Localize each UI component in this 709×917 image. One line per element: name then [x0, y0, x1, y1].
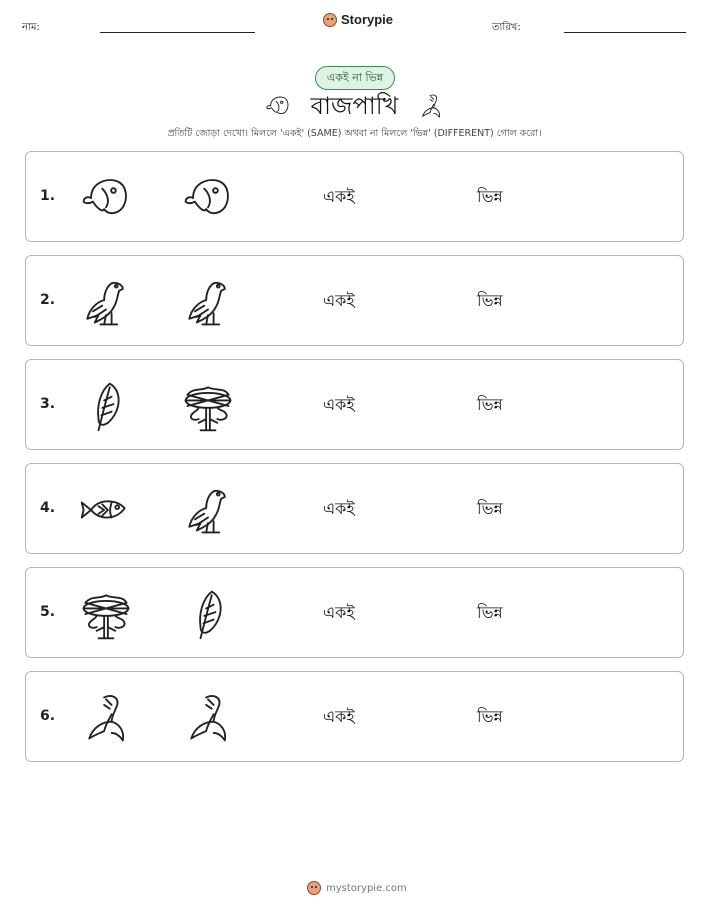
feather-icon	[180, 586, 236, 642]
nest-icon	[180, 378, 236, 434]
option-different[interactable]: ভিন্ন	[477, 499, 503, 518]
question-number: 4.	[40, 500, 56, 516]
hawk-head-icon	[180, 170, 236, 226]
hawk-head-icon	[78, 170, 134, 226]
option-same[interactable]: একই	[323, 291, 355, 310]
question-number: 5.	[40, 604, 56, 620]
instructions: প্রতিটি জোড়া দেখো। মিললে 'একই' (SAME) অথবা না মিললে 'ভিন্ন' (DIFFERENT) গোল করো।	[167, 128, 542, 139]
option-same[interactable]: একই	[323, 707, 355, 726]
fish-icon	[78, 482, 134, 538]
brand-logo	[323, 12, 393, 27]
question-row	[25, 151, 684, 242]
hawk-icon	[180, 482, 236, 538]
talon-icon	[417, 92, 445, 120]
name-line[interactable]	[100, 32, 255, 33]
question-number: 2.	[40, 292, 56, 308]
name-label: নাম:	[22, 22, 40, 33]
mascot-icon	[323, 13, 337, 27]
date-label: তারিখ:	[492, 22, 521, 33]
date-line[interactable]	[564, 32, 686, 33]
mascot-icon	[307, 881, 321, 895]
question-row	[25, 359, 684, 450]
talon-icon	[78, 690, 134, 746]
option-different[interactable]: ভিন্ন	[477, 707, 503, 726]
option-same[interactable]: একই	[323, 395, 355, 414]
question-row	[25, 671, 684, 762]
worksheet-type-badge: একই না ভিন্ন	[315, 66, 395, 90]
feather-icon	[78, 378, 134, 434]
option-different[interactable]: ভিন্ন	[477, 187, 503, 206]
footer-url: mystorypie.com	[326, 882, 407, 894]
option-same[interactable]: একই	[323, 603, 355, 622]
question-number: 3.	[40, 396, 56, 412]
question-row	[25, 567, 684, 658]
hawk-icon	[78, 274, 134, 330]
option-different[interactable]: ভিন্ন	[477, 603, 503, 622]
talon-icon	[180, 690, 236, 746]
nest-icon	[78, 586, 134, 642]
option-different[interactable]: ভিন্ন	[477, 395, 503, 414]
question-row	[25, 255, 684, 346]
question-number: 1.	[40, 188, 56, 204]
option-different[interactable]: ভিন্ন	[477, 291, 503, 310]
option-same[interactable]: একই	[323, 187, 355, 206]
page-title: বাজপাখি	[310, 92, 399, 120]
question-row	[25, 463, 684, 554]
brand-name: Storypie	[341, 12, 394, 27]
footer	[307, 881, 407, 895]
hawk-icon	[180, 274, 236, 330]
question-number: 6.	[40, 708, 56, 724]
option-same[interactable]: একই	[323, 499, 355, 518]
